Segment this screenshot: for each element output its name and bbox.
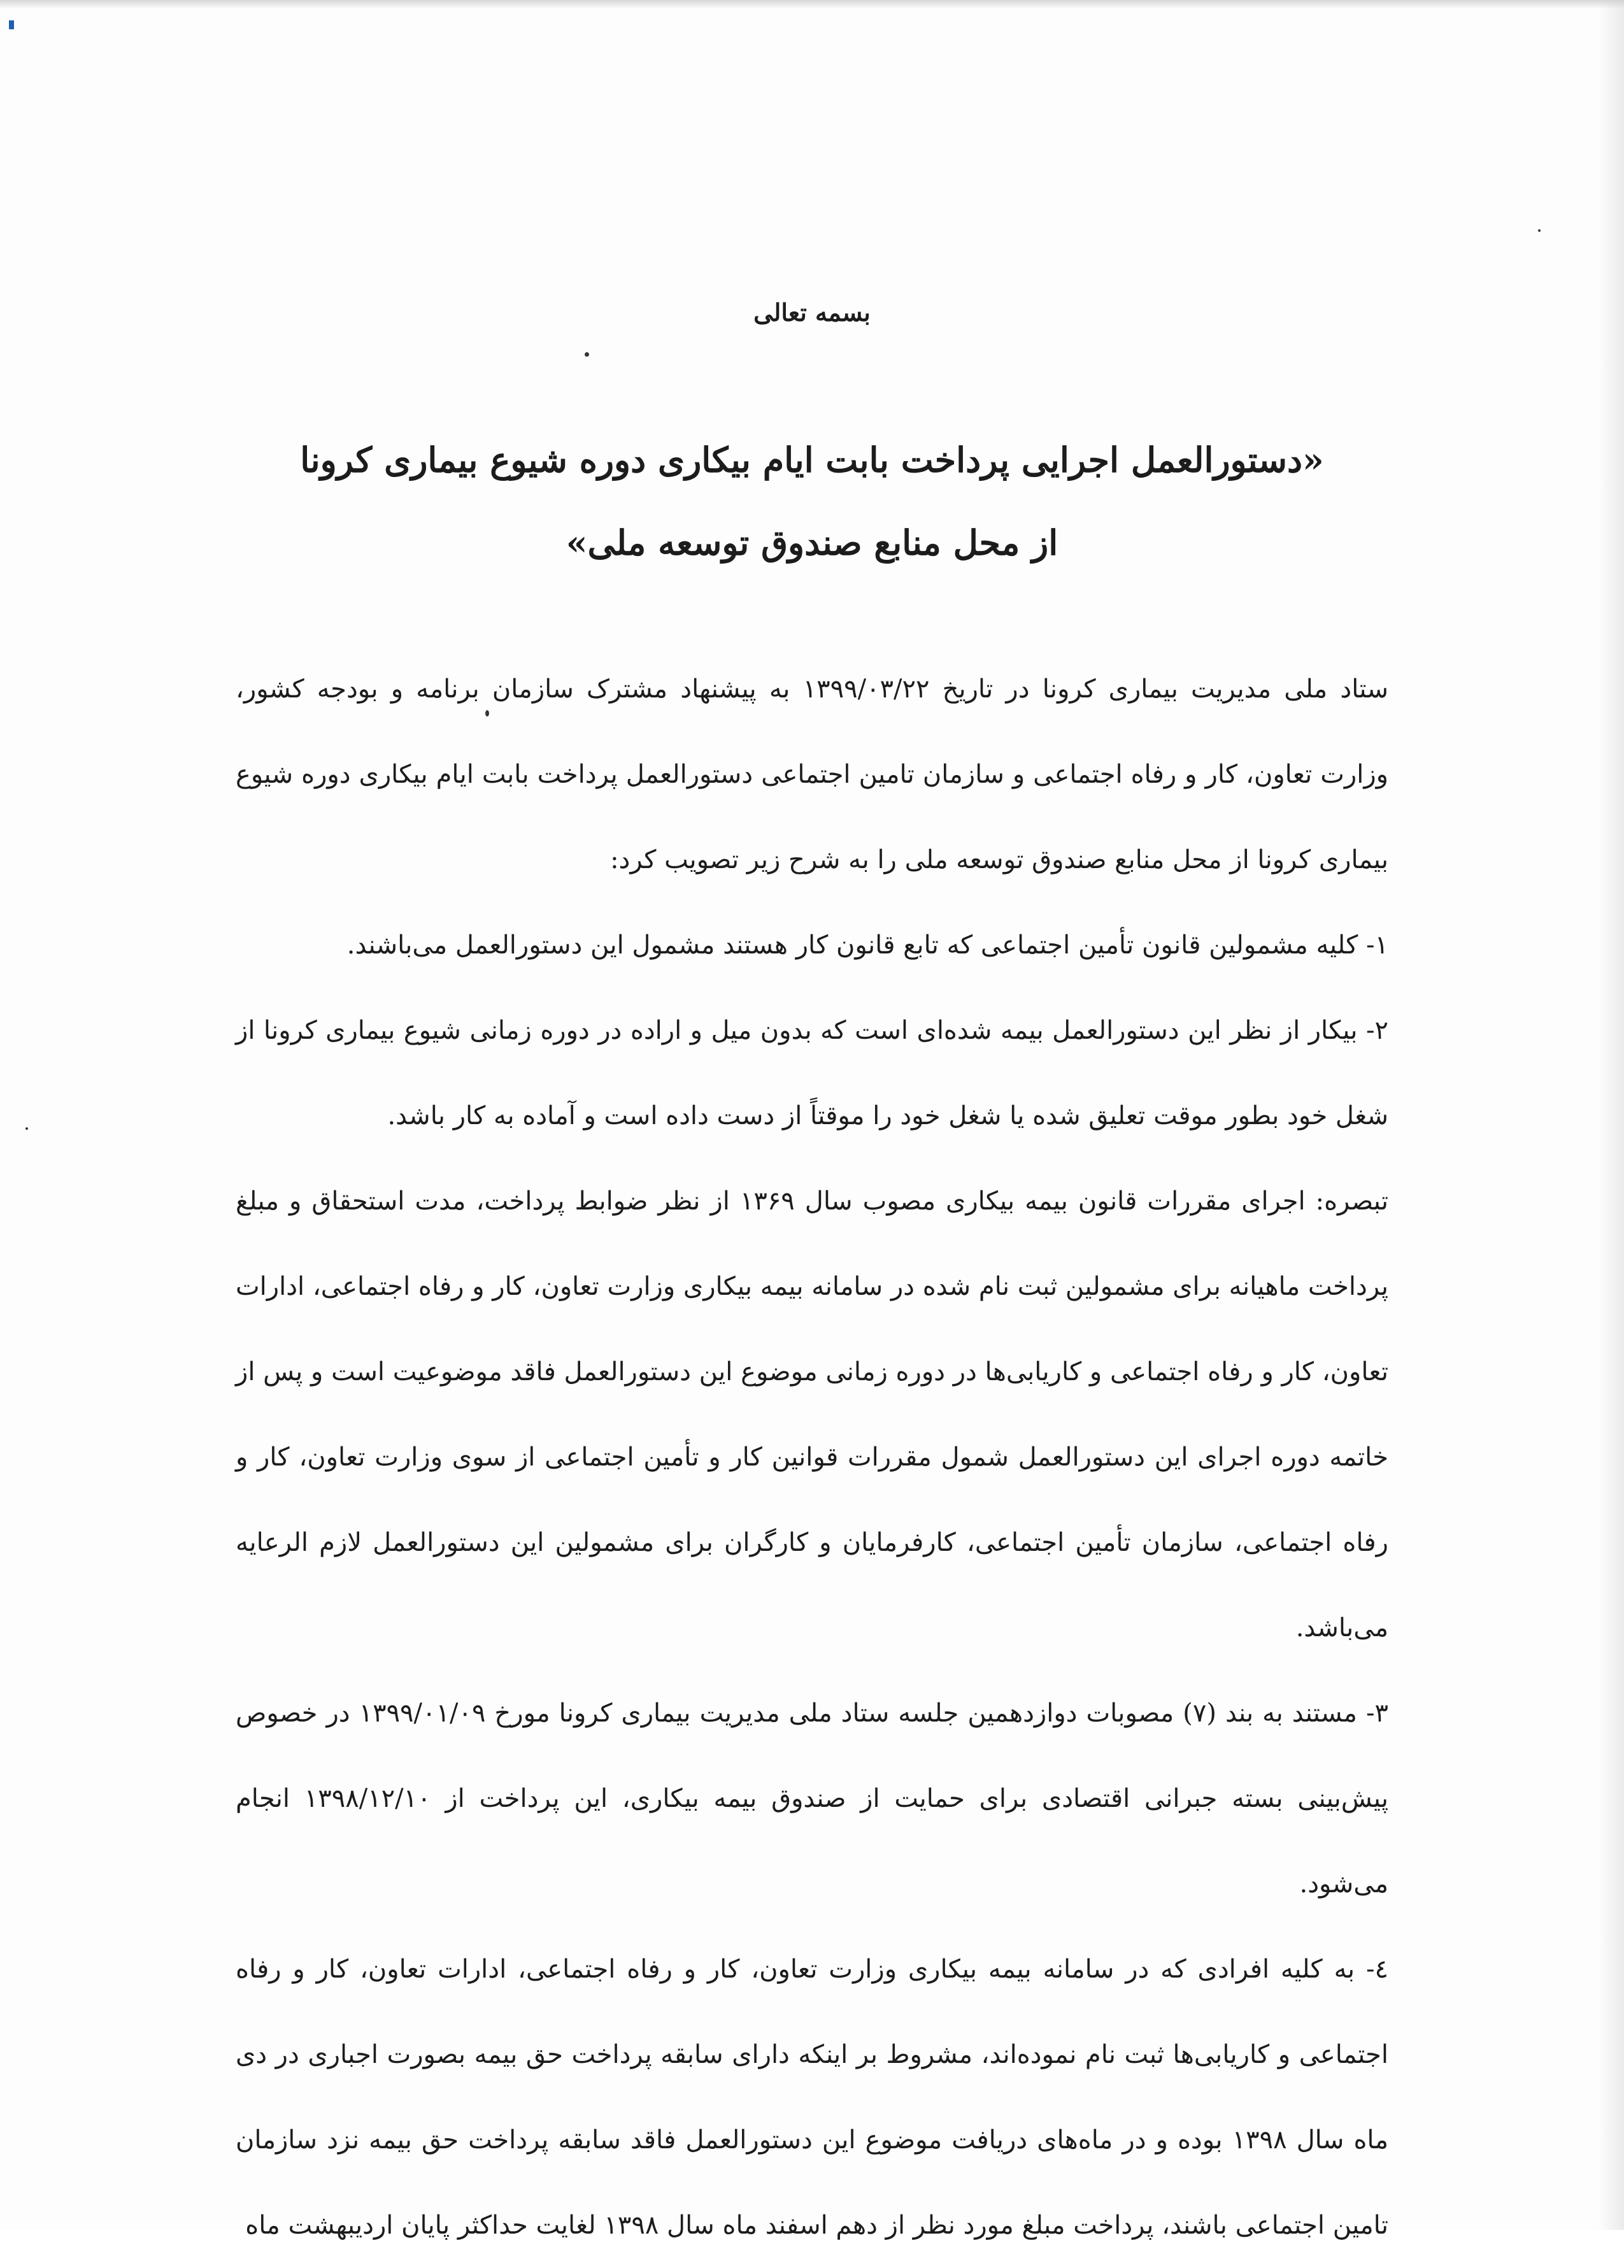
scan-right-edge: [1599, 0, 1624, 2230]
scan-corner-mark: [9, 20, 14, 29]
document-title-line-2: از محل منابع صندوق توسعه ملی»: [566, 522, 1058, 563]
note-paragraph: تبصره: اجرای مقررات قانون بیمه بیکاری مصوب سال ۱۳۶۹ از نظر ضوابط پرداخت، مدت استحقاق و مبلغ پرداخت ماهیانه برای مشمولین ثبت نام شده در سامانه بیمه بیکاری وزارت تعاون، کار و رفاه اجتماعی، ادارات تعاون، کار و رفاه اجتماعی و کاریابی‌ها در دوره زمانی موضوع این دستورالعمل فاقد موضوعیت است و پس از خاتمه دوره اجرای این دستورالعمل شمول مقررات قوانین کار و تأمین اجتماعی از سوی وزارت تعاون، کار و رفاه اجتماعی، سازمان تأمین اجتماعی، کارفرمایان و کارگران برای مشمولین این دستورالعمل لازم الرعایه می‌باشد.: [236, 1187, 1388, 1643]
intro-paragraph: ستاد ملی مدیریت بیماری کرونا در تاریخ ۱۳۹۹/۰۳/۲۲ به پیشنهاد مشترک سازمان برنامه و بودجه کشور، وزارت تعاون، کار و رفاه اجتماعی و سازمان تامین اجتماعی دستورالعمل پرداخت بابت ایام بیکاری دوره شیوع بیماری کرونا از محل منابع صندوق توسعه ملی را به شرح زیر تصویب کرد:: [236, 674, 1389, 874]
scan-speck: [585, 352, 589, 357]
invocation-heading: بسمه تعالی: [753, 298, 871, 327]
clause-3: ۳- مستند به بند (۷) مصوبات دوازدهمین جلسه ستاد ملی مدیریت بیماری کرونا مورخ ۱۳۹۹/۰۱/۰۹ در خصوص پیش‌بینی بسته جبرانی اقتصادی برای حمایت از صندوق بیمه بیکاری، این پرداخت از ۱۳۹۸/۱۲/۱۰ انجام می‌شود.: [236, 1699, 1389, 1899]
document-body: [236, 646, 1388, 2268]
clause-2: ۲- بیکار از نظر این دستورالعمل بیمه شده‌ای است که بدون میل و اراده در دوره زمانی شیوع بیماری کرونا از شغل خود بطور موقت تعلیق شده یا شغل خود را موقتاً از دست داده است و آماده به کار باشد.: [236, 1016, 1388, 1130]
document-title-line-1: «دستورالعمل اجرایی پرداخت بابت ایام بیکاری دوره شیوع بیماری کرونا: [300, 439, 1324, 480]
scan-top-edge: [0, 0, 1624, 9]
scan-speck: [25, 1127, 28, 1130]
clause-1: ۱- کلیه مشمولین قانون تأمین اجتماعی که تابع قانون کار هستند مشمول این دستورالعمل می‌باشند.: [346, 931, 1388, 960]
clause-4: ٤- به کلیه افرادی که در سامانه بیمه بیکاری وزارت تعاون، کار و رفاه اجتماعی، ادارات تعاون، کار و رفاه اجتماعی و کاریابی‌ها ثبت نام نموده‌اند، مشروط بر اینکه دارای سابقه پرداخت حق بیمه بصورت اجباری در دی ماه سال ۱۳۹۸ بوده و در ماه‌های دریافت موضوع این دستورالعمل فاقد سابقه پرداخت حق بیمه نزد سازمان تامین اجتماعی باشند، پرداخت مبلغ مورد نظر از دهم اسفند ماه سال ۱۳۹۸ لغایت حداکثر پایان اردیبهشت ماه: [236, 1955, 1389, 2240]
scan-speck: [1538, 229, 1541, 232]
